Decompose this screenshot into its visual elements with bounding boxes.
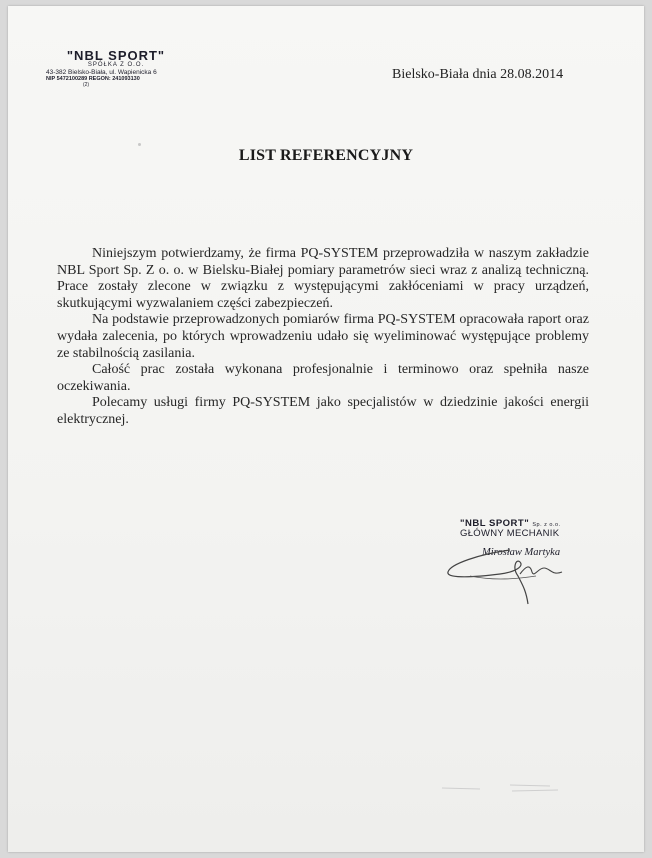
letter-page — [8, 6, 644, 852]
stamp-address: 43-382 Bielsko-Biała, ul. Wapienicka 6 — [46, 69, 157, 76]
letter-body — [57, 246, 589, 429]
signature-company-suffix: Sp. z o.o. — [532, 522, 561, 528]
paragraph: Niniejszym potwierdzamy, że firma PQ-SYSTEM przeprowadziła w naszym zakładzie NBL Sport Sp. Z o. o. w Bielsku-Białej pomiary parametrów sieci wraz z analizą techniczną. Prace zostały zlecone w związku z występującymi zakłóceniami w pracy urządzeń, skutkującymi wyzwalaniem części zabezpieczeń. — [57, 246, 589, 311]
signature-company-name: "NBL SPORT" — [460, 518, 530, 529]
stamp-legal-form: SPÓŁKA Z O.O. — [87, 62, 145, 68]
faint-bleedthrough-mark — [440, 780, 580, 796]
place-and-date: Bielsko-Biała dnia 28.08.2014 — [392, 67, 564, 82]
signature-person: Mirosław Martyka — [482, 547, 561, 558]
stamp-mark: (2) — [82, 82, 90, 88]
company-stamp — [46, 48, 186, 88]
letter-title: LIST REFERENCYJNY — [238, 147, 414, 164]
paper-speck — [138, 143, 141, 146]
signature-role: GŁÓWNY MECHANIK — [460, 528, 560, 539]
paragraph: Polecamy usługi firmy PQ-SYSTEM jako specjalistów w dziedzinie jakości energii elektrycznej. — [57, 395, 589, 427]
stamp-company-name: "NBL SPORT" — [66, 48, 166, 63]
paragraph: Na podstawie przeprowadzonych pomiarów firma PQ-SYSTEM opracowała raport oraz wydała zalecenia, po których wprowadzeniu udało się wyeliminować występujące problemy ze stabilnością zasilania. — [57, 312, 589, 361]
handwritten-signature — [440, 546, 570, 608]
stamp-tax-ids: NIP 5472100289 REGON: 241093130 — [46, 76, 140, 82]
paragraph: Całość prac została wykonana profesjonalnie i terminowo oraz spełniła nasze oczekiwania. — [57, 362, 589, 394]
